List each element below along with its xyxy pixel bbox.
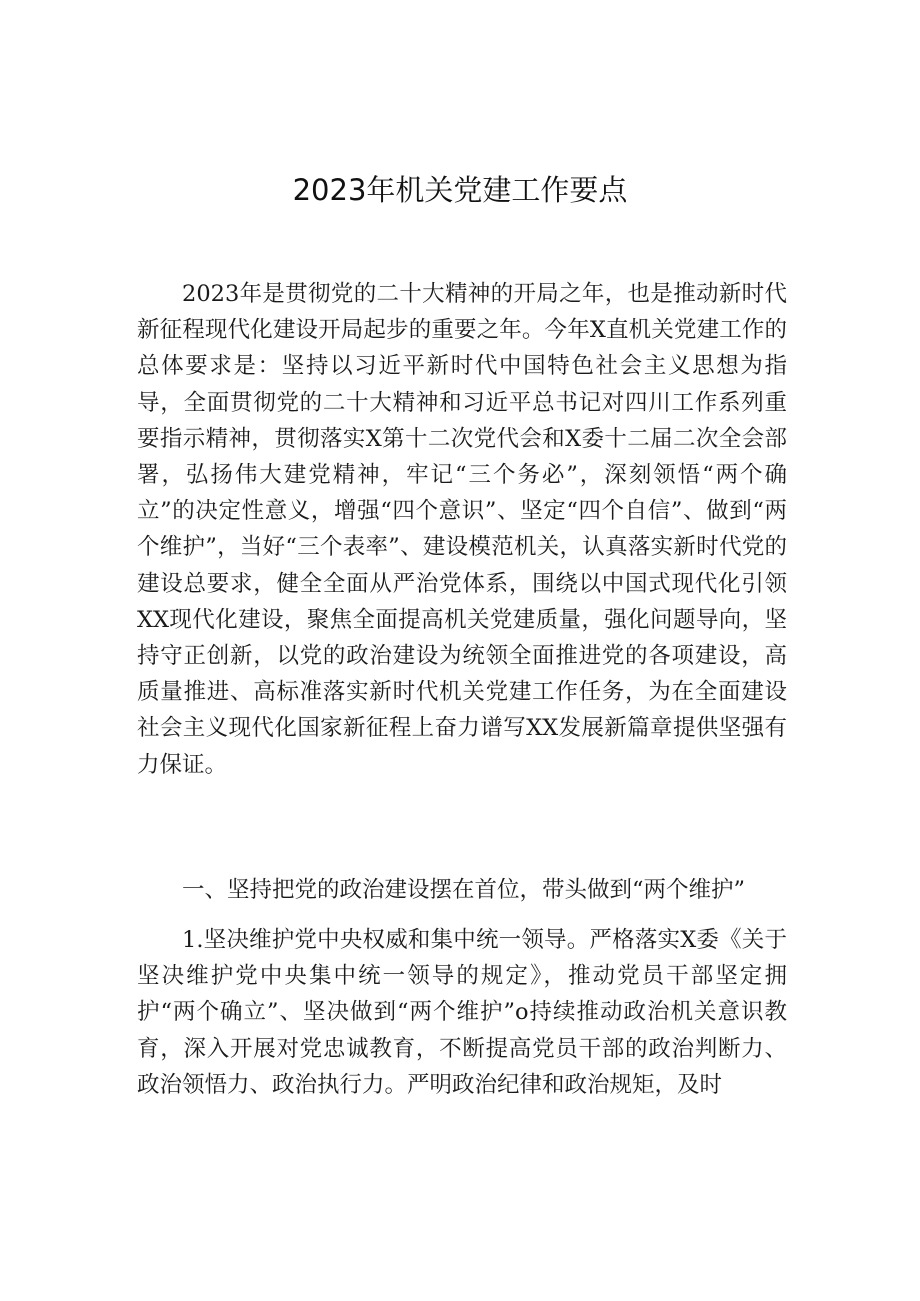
item-paragraph-1: 1.坚决维护党中央权威和集中统一领导。严格落实X委《关于坚决维护党中央集中统一领导的规定》，推动党员干部坚定拥护“两个确立”、坚决做到“两个维护”o持续推动政治机关意识教育，深入开展对党忠诚教育，不断提高党员干部的政治判断力、政治领悟力、政治执行力。严明政治纪律和政治规矩，及时 [137,927,787,1098]
section-heading-1: 一、坚持把党的政治建设摆在首位，带头做到“两个维护” [182,877,746,903]
document-title: 2023年机关党建工作要点 [292,173,628,207]
intro-paragraph: 2023年是贯彻党的二十大精神的开局之年，也是推动新时代新征程现代化建设开局起步的重要之年。今年X直机关党建工作的总体要求是：坚持以习近平新时代中国特色社会主义思想为指导，全面贯彻党的二十大精神和习近平总书记对四川工作系列重要指示精神，贯彻落实X第十二次党代会和X委十二届二次全会部署，弘扬伟大建党精神，牢记“三个务必”，深刻领悟“两个确立”的决定性意义，增强“四个意识”、坚定“四个自信”、做到“两个维护”，当好“三个表率”、建设模范机关，认真落实新时代党的建设总要求，健全全面从严治党体系，围绕以中国式现代化引领XX现代化建设，聚焦全面提高机关党建质量，强化问题导向，坚持守正创新，以党的政治建设为统领全面推进党的各项建设，高质量推进、高标准落实新时代机关党建工作任务，为在全面建设社会主义现代化国家新征程上奋力谱写XX发展新篇章提供坚强有力保证。 [137,281,787,778]
